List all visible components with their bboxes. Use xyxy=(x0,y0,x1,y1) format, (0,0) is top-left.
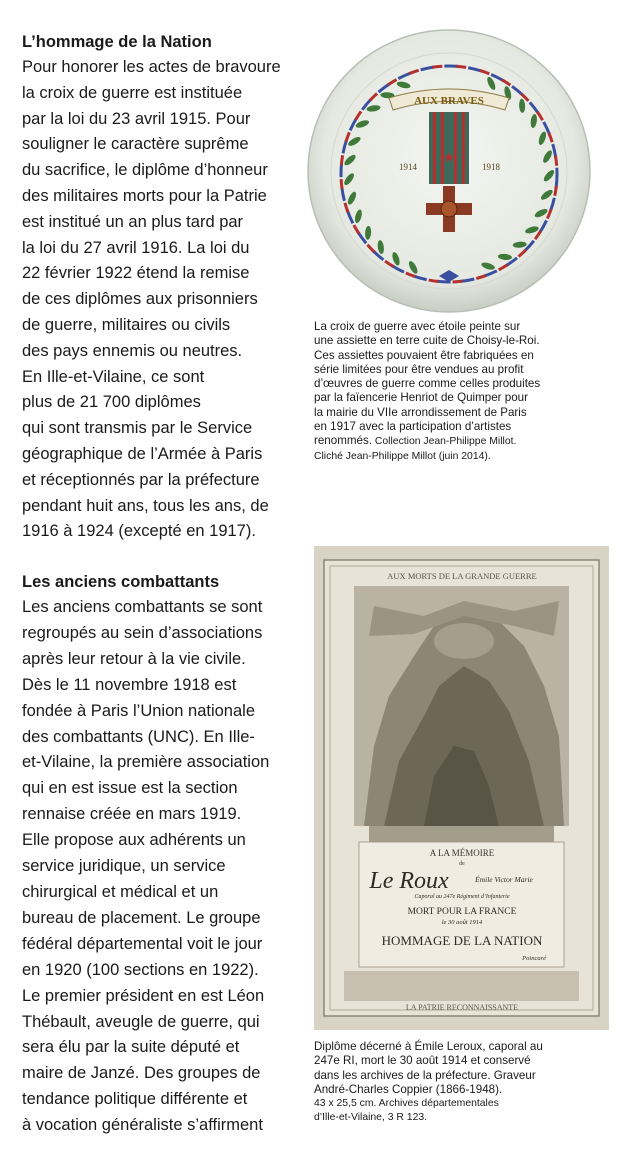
body-line: des pays ennemis ou neutres. xyxy=(22,341,243,360)
section-title-hommage: L’hommage de la Nation xyxy=(22,33,212,51)
diploma-a-la-memoire: A LA MÉMOIRE xyxy=(429,848,495,858)
caption-line: Ces assiettes pouvaient être fabriquées en xyxy=(314,348,534,362)
body-line: de guerre, militaires ou civils xyxy=(22,315,231,334)
body-line: Le premier président en est Léon xyxy=(22,986,265,1005)
caption-line: La croix de guerre avec étoile peinte sur xyxy=(314,320,521,333)
body-line: fédéral départemental voit le jour xyxy=(22,934,263,953)
caption-line: d’œuvres de guerre comme celles produites xyxy=(314,377,541,391)
caption-plate-credit: Cliché Jean-Philippe Millot (juin 2014). xyxy=(314,450,491,462)
body-line: sera élu par la suite député et xyxy=(22,1038,240,1057)
body-line: et réceptionnés par la préfecture xyxy=(22,470,260,489)
body-line: pendant huit ans, tous les ans, de xyxy=(22,496,269,515)
caption-credit-line: 43 x 25,5 cm. Archives départementales xyxy=(314,1098,499,1110)
caption-line: une assiette en terre cuite de Choisy-le-Roi. xyxy=(314,334,540,348)
diploma-rank-hand: Caporal au 247e Régiment d’Infanterie xyxy=(414,894,510,900)
diploma-bottom-text: LA PATRIE RECONNAISSANTE xyxy=(405,1003,519,1012)
section-hommage xyxy=(22,30,304,545)
caption-credit-line: d’Ille-et-Vilaine, 3 R 123. xyxy=(314,1112,428,1124)
diploma-name: Le Roux xyxy=(369,868,449,894)
plate-year-right: 1918 xyxy=(482,162,500,172)
caption-diploma xyxy=(314,1040,543,1126)
diploma-image xyxy=(314,546,609,1030)
body-line: par la loi du 23 avril 1915. Pour xyxy=(22,109,251,128)
star-icon: ★ xyxy=(442,149,456,165)
caption-line: par la faïencerie Henriot de Quimper pour xyxy=(314,391,528,405)
body-line: Les anciens combattants se sont xyxy=(22,598,263,616)
body-line: 1916 à 1924 (excepté en 1917). xyxy=(22,522,256,541)
body-line: plus de 21 700 diplômes xyxy=(22,393,201,412)
body-line: du sacrifice, le diplôme d’honneur xyxy=(22,161,268,180)
diploma-mort: MORT POUR LA FRANCE xyxy=(407,907,517,917)
body-line: qui en est issue est la section xyxy=(22,779,238,798)
diploma-top-text: AUX MORTS DE LA GRANDE GUERRE xyxy=(387,571,537,581)
caption-line: la mairie du VIIe arrondissement de Paris xyxy=(314,405,527,419)
body-line: service juridique, un service xyxy=(22,857,226,876)
body-line: des combattants (UNC). En Ille- xyxy=(22,727,255,746)
body-line: 22 février 1922 étend la remise xyxy=(22,264,250,283)
section-title-combattants: Les anciens combattants xyxy=(22,573,220,591)
plate-banner: AUX BRAVES xyxy=(414,95,484,107)
diploma-signature: Poincaré xyxy=(522,955,546,962)
caption-line: renommés. Collection Jean-Philippe Millot. xyxy=(314,434,517,448)
section-combattants xyxy=(22,570,304,1139)
body-line: Dès le 11 novembre 1918 est xyxy=(22,675,237,694)
plate-year-left: 1914 xyxy=(399,162,417,172)
caption-line: André-Charles Coppier (1866-1948). xyxy=(314,1082,503,1096)
body-line: chirurgical et médical et un xyxy=(22,882,219,901)
body-line: géographique de l’Armée à Paris xyxy=(22,444,263,463)
body-line: en 1920 (100 sections en 1922). xyxy=(22,960,259,979)
body-line: qui sont transmis par le Service xyxy=(22,419,253,438)
body-line: des militaires morts pour la Patrie xyxy=(22,186,267,205)
body-line: et-Vilaine, la première association xyxy=(22,753,270,772)
body-line: En Ille-et-Vilaine, ce sont xyxy=(22,367,205,386)
body-line: rennaise créée en mars 1919. xyxy=(22,805,242,824)
body-line: la loi du 27 avril 1916. La loi du xyxy=(22,238,250,257)
caption-line: en 1917 avec la participation d’artistes xyxy=(314,420,512,434)
diploma-de: de xyxy=(459,861,465,867)
body-line: la croix de guerre est instituée xyxy=(22,83,243,102)
body-line: Elle propose aux adhérents un xyxy=(22,831,246,850)
body-line: maire de Janzé. Des groupes de xyxy=(22,1064,261,1083)
body-line: fondée à Paris l’Union nationale xyxy=(22,701,255,720)
body-line: à vocation généraliste s’affirment xyxy=(22,1116,263,1135)
body-line: après leur retour à la vie civile. xyxy=(22,649,246,668)
diploma-date-hand: le 30 août 1914 xyxy=(441,919,483,926)
caption-line: Diplôme décerné à Émile Leroux, caporal au xyxy=(314,1040,543,1053)
caption-line: série limitées pour être vendues au profit xyxy=(314,362,524,376)
plate-image xyxy=(306,28,592,314)
body-line: de ces diplômes aux prisonniers xyxy=(22,290,258,309)
caption-line: dans les archives de la préfecture. Graveur xyxy=(314,1068,536,1082)
body-line: Thébault, aveugle de guerre, qui xyxy=(22,1012,260,1031)
body-line: regroupés au sein d’associations xyxy=(22,623,263,642)
caption-line: 247e RI, mort le 30 août 1914 et conservé xyxy=(314,1054,531,1068)
section-body-hommage xyxy=(22,55,304,545)
diploma-name-hand: Émile Victor Marie xyxy=(475,875,533,884)
body-line: tendance politique différente et xyxy=(22,1090,248,1109)
caption-plate xyxy=(314,320,540,464)
body-line: Pour honorer les actes de bravoure xyxy=(22,58,281,76)
body-line: souligner le caractère suprême xyxy=(22,135,249,154)
caption-plate-credit-inline: Collection Jean-Philippe Millot. xyxy=(372,436,517,448)
body-line: bureau de placement. Le groupe xyxy=(22,908,261,927)
section-body-combattants xyxy=(22,595,304,1139)
body-line: est institué un an plus tard par xyxy=(22,212,244,231)
diploma-hommage: HOMMAGE DE LA NATION xyxy=(381,933,543,948)
